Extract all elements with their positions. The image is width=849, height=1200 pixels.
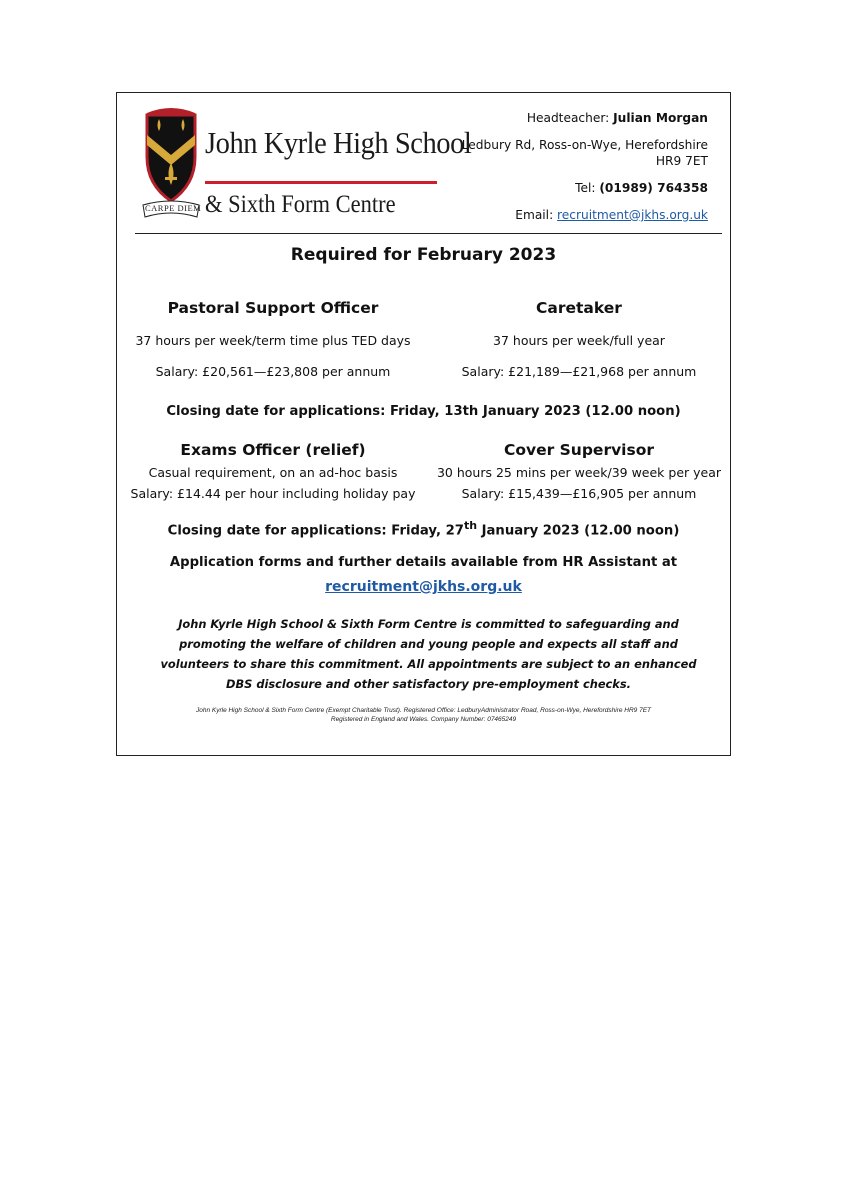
job-caretaker xyxy=(429,299,729,395)
headteacher-label: Headteacher: xyxy=(526,111,610,125)
address-line1: Ledbury Rd, Ross-on-Wye, Herefordshire xyxy=(461,138,708,153)
address-line2: HR9 7ET xyxy=(655,153,708,168)
application-text: Application forms and further details available from HR Assistant at xyxy=(169,555,678,570)
closing-date-2-suffix: January 2023 (12.00 noon) xyxy=(477,523,680,539)
closing-date-2 xyxy=(117,519,730,538)
closing-date-1: Closing date for applications: Friday, 13th January 2023 (12.00 noon) xyxy=(166,404,681,419)
job-cover-supervisor xyxy=(429,441,729,507)
address xyxy=(448,138,708,169)
application-email-row xyxy=(117,579,730,595)
job-title: Cover Supervisor xyxy=(503,441,655,459)
job-salary: Salary: £15,439—£16,905 per annum xyxy=(461,486,697,501)
email-line xyxy=(448,208,708,223)
job-salary: Salary: £20,561—£23,808 per annum xyxy=(155,364,391,379)
headteacher-line xyxy=(448,111,708,126)
school-motto: CARPE DIEM xyxy=(145,203,202,213)
footer-line2: Registered in England and Wales. Company Number: 07465249 xyxy=(330,715,517,723)
school-logo xyxy=(141,105,472,223)
footer-line1: John Kyrle High School & Sixth Form Centre (Exempt Charitable Trust). Registered Office: LedburyAdministrator Road, Ross-on-Wye, Herefordshire HR9 7ET xyxy=(195,707,652,714)
job-salary: Salary: £21,189—£21,968 per annum xyxy=(461,364,697,379)
job-title: Exams Officer (relief) xyxy=(180,441,366,459)
job-salary: Salary: £14.44 per hour including holiday pay xyxy=(130,486,416,501)
job-hours: 37 hours per week/full year xyxy=(493,333,665,348)
school-name-line2: & Sixth Form Centre xyxy=(205,191,396,218)
header-divider xyxy=(135,233,722,234)
headteacher-name: Julian Morgan xyxy=(613,111,708,125)
main-heading: Required for February 2023 xyxy=(290,245,557,265)
job-hours: Casual requirement, on an ad-hoc basis xyxy=(148,465,398,480)
job-hours: 37 hours per week/term time plus TED days xyxy=(135,333,411,348)
job-title: Pastoral Support Officer xyxy=(167,299,379,317)
contact-block xyxy=(448,111,708,235)
school-name-line1: John Kyrle High School xyxy=(205,125,472,160)
tel-number: (01989) 764358 xyxy=(599,180,708,195)
safeguarding-statement: John Kyrle High School & Sixth Form Centre is committed to safeguarding and promoting the welfare of children and young people and expects all staff and volunteers to share this commitment. All appointments are subject to an enhanced DBS disclosure and other satisfactory pre-employment checks. xyxy=(160,617,697,691)
header-email-link[interactable]: recruitment@jkhs.org.uk xyxy=(557,208,708,222)
email-label: Email: xyxy=(515,208,554,222)
logo-red-rule xyxy=(205,181,437,184)
closing-date-2-ordinal: th xyxy=(463,519,478,532)
advert-frame xyxy=(116,92,731,756)
footer xyxy=(117,707,730,725)
telephone-line xyxy=(448,181,708,196)
job-pastoral-support-officer xyxy=(123,299,423,395)
job-exams-officer xyxy=(123,441,423,507)
job-title: Caretaker xyxy=(536,299,622,317)
tel-label: Tel: xyxy=(575,180,596,195)
job-hours: 30 hours 25 mins per week/39 week per year xyxy=(436,465,722,480)
closing-date-2-prefix: Closing date for applications: Friday, 27 xyxy=(167,523,464,539)
application-email-link[interactable]: recruitment@jkhs.org.uk xyxy=(325,579,522,595)
